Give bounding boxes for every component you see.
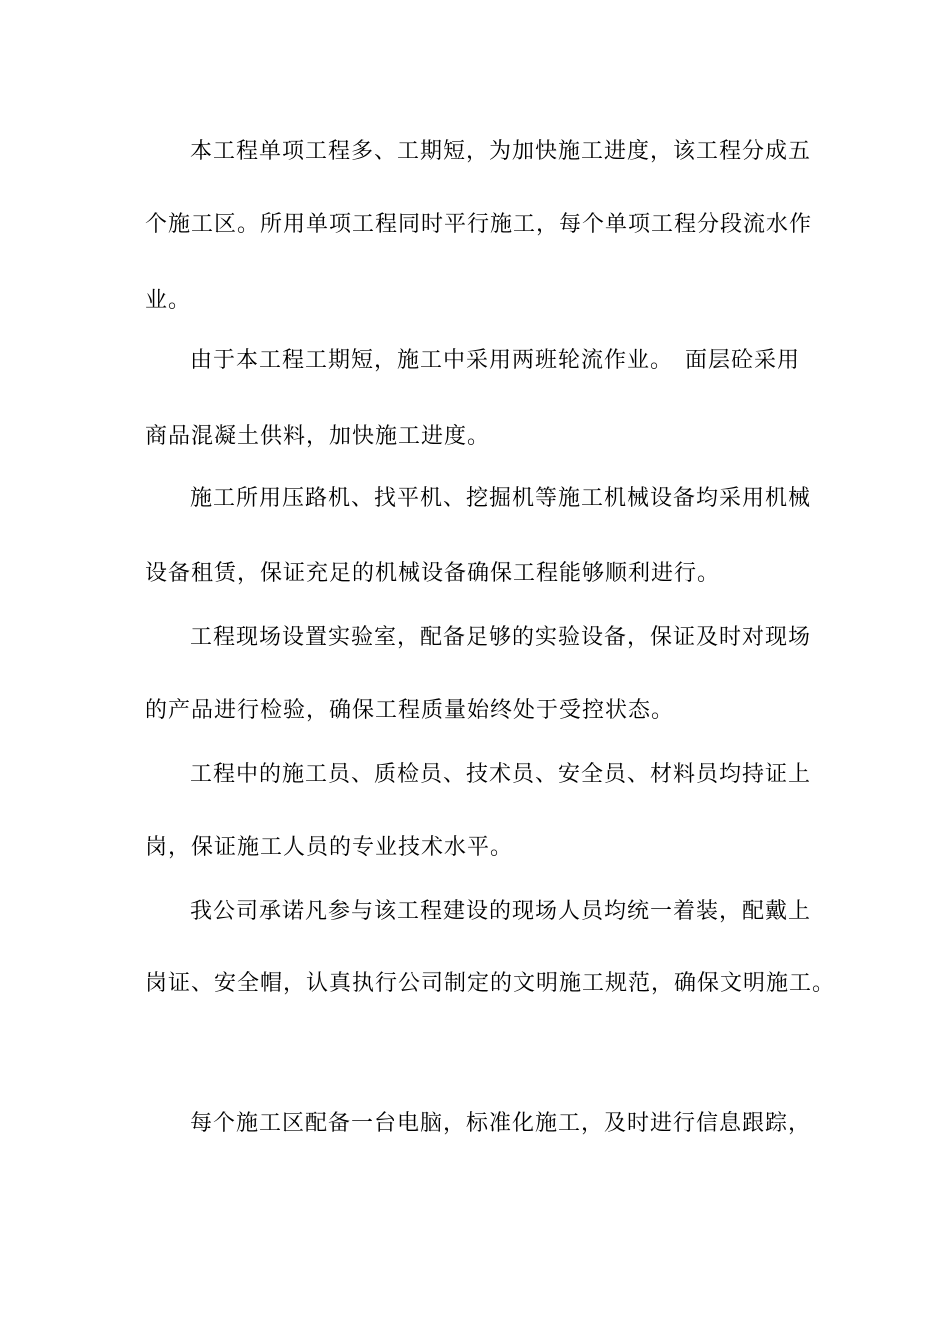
paragraph-line: 我公司承诺凡参与该工程建设的现场人员均统一着装，配戴上: [190, 899, 812, 924]
paragraph-line: 业。: [145, 288, 192, 313]
paragraph-line: 个施工区。所用单项工程同时平行施工，每个单项工程分段流水作: [145, 212, 813, 237]
paragraph-line: 施工所用压路机、找平机、挖掘机等施工机械设备均采用机械: [190, 486, 812, 511]
paragraph-line: 商品混凝土供料，加快施工进度。: [145, 424, 491, 449]
paragraph-line: 岗，保证施工人员的专业技术水平。: [145, 835, 514, 860]
paragraph-line: 工程现场设置实验室，配备足够的实验设备，保证及时对现场: [190, 625, 812, 650]
paragraph-line: 岗证、安全帽，认真执行公司制定的文明施工规范，确保文明施工。: [145, 971, 836, 996]
paragraph-line: 工程中的施工员、质检员、技术员、安全员、材料员均持证上: [190, 762, 812, 787]
paragraph-line: 本工程单项工程多、工期短，为加快施工进度，该工程分成五: [190, 139, 812, 164]
paragraph-line: 的产品进行检验，确保工程质量始终处于受控状态。: [145, 698, 675, 723]
paragraph-line: 由于本工程工期短，施工中采用两班轮流作业。 面层砼采用: [190, 348, 801, 373]
paragraph-line: 设备租赁，保证充足的机械设备确保工程能够顺利进行。: [145, 561, 721, 586]
paragraph-line: 每个施工区配备一台电脑，标准化施工，及时进行信息跟踪，: [190, 1111, 812, 1136]
